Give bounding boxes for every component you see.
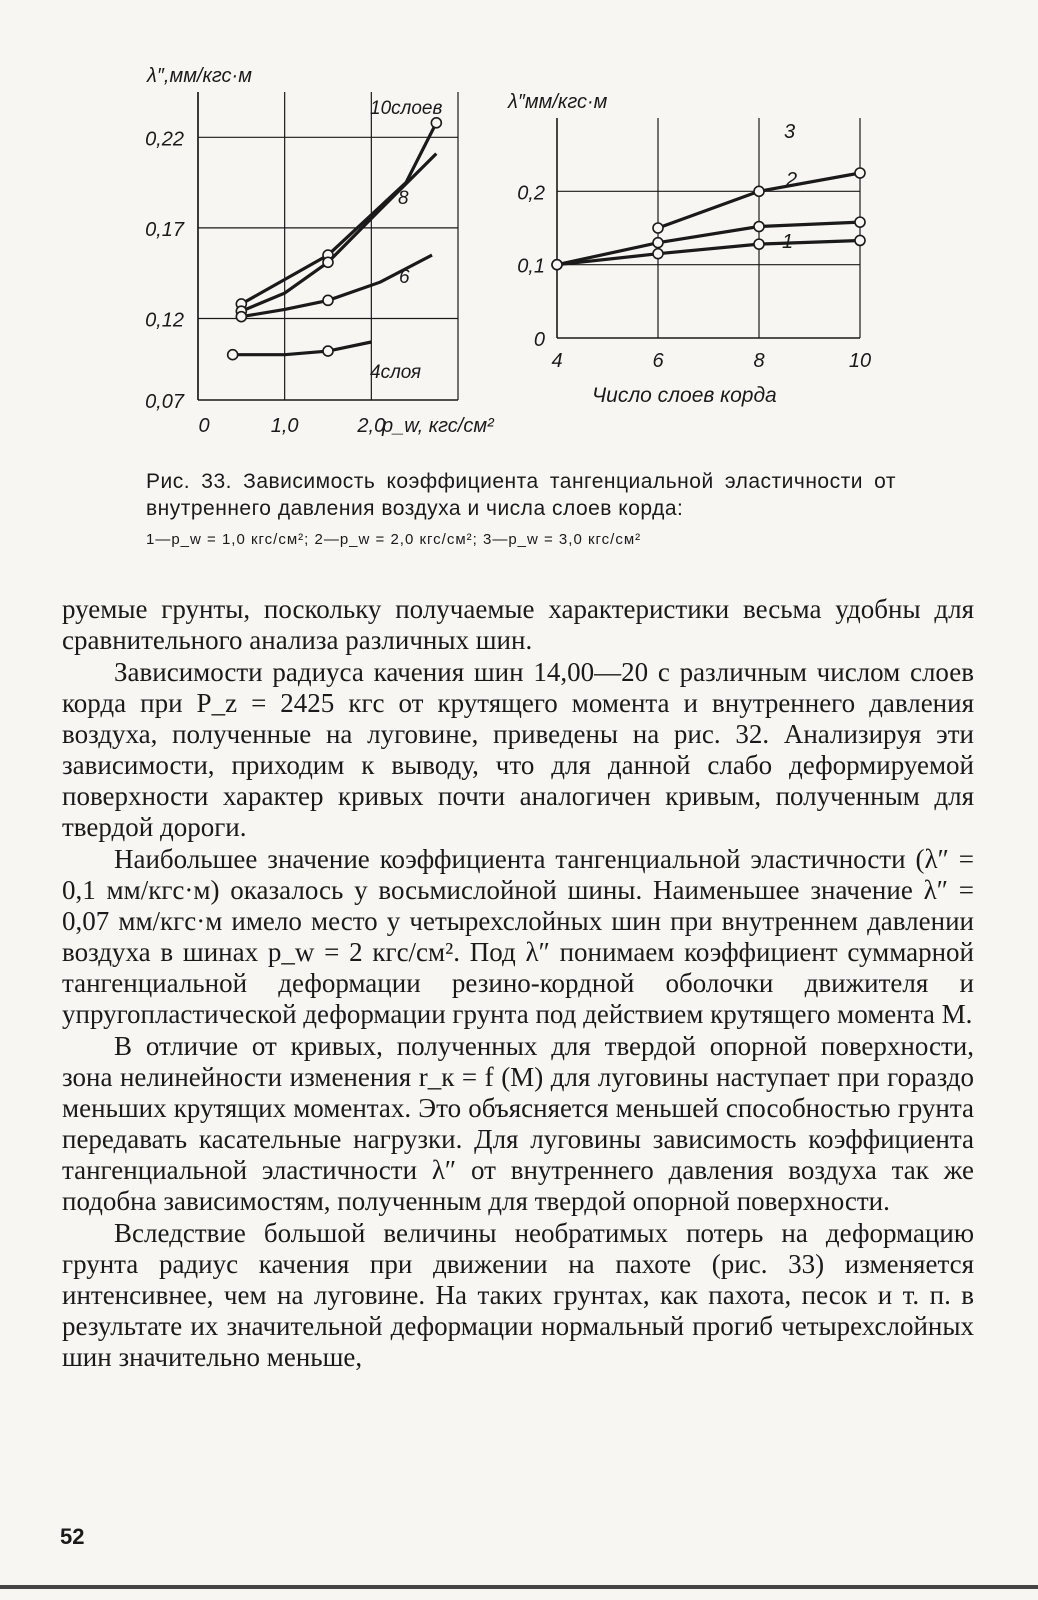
paragraph: Вследствие большой величины необратимых потерь на деформацию грунта радиус качения при движении на пахоте (рис. 33) изменяется интенсивнее, чем на луговине. На таких грунтах, как пахота, песок и т. п. в результате их значительной деформации нормальный прогиб четырехслойных шин значительно меньше,	[62, 1218, 974, 1372]
x-tick-label: 8	[753, 350, 765, 372]
x-tick-label: 2,0	[357, 415, 386, 437]
caption-legend: 1—p_w = 1,0 кгс/см²; 2—p_w = 2,0 кгс/см²; 3—p_w = 3,0 кгс/см²	[146, 531, 642, 548]
series-label: 4слоя	[370, 362, 422, 383]
y-tick-label: 0,2	[517, 182, 545, 205]
x-tick-label: 4	[551, 350, 563, 372]
data-point	[855, 235, 865, 245]
data-point	[754, 239, 764, 249]
page-number: 52	[60, 1524, 85, 1549]
figure-caption	[146, 468, 896, 553]
data-point	[754, 186, 764, 196]
series-line	[233, 342, 372, 355]
chart-lambda-vs-pressure	[145, 65, 495, 437]
series-label: 10слоев	[370, 98, 443, 119]
paragraph: Наибольшее значение коэффициента тангенциальной эластичности (λ″ = 0,1 мм/кгс·м) оказалось у восьмислойной шины. Наименьшее значение λ″ = 0,07 мм/кгс·м имело место у четырехслойных шин при внутреннем давлении воздуха в шинах p_w = 2 кгс/см². Под λ″ понимаем коэффициент суммарной тангенциальной деформации резино-кордной оболочки движителя и упругопластической деформации грунта под действием крутящего момента M.	[62, 844, 974, 1029]
bottom-rule	[0, 1585, 1038, 1589]
series-label: 2	[786, 169, 798, 191]
data-point	[323, 346, 333, 356]
body-text	[62, 594, 974, 1373]
series-line	[557, 241, 860, 265]
y-tick-label: 0,1	[517, 255, 545, 278]
series-label: 8	[398, 188, 409, 209]
series-label: 3	[784, 121, 796, 143]
data-point	[653, 223, 663, 233]
y-tick-label: 0,17	[145, 218, 184, 241]
x-tick-label: 0	[198, 415, 210, 437]
data-point	[236, 312, 246, 322]
paragraph: Зависимости радиуса качения шин 14,00—20 с различным числом слоев корда при P_z = 2425 кгс от крутящего момента и внутреннего давления воздуха, полученные на луговине, приведены на рис. 32. Анализируя эти зависимости, приходим к выводу, что для данной слабо деформируемой поверхности характер кривых почти аналогичен кривым, полученным для твердой дороги.	[62, 657, 974, 842]
data-point	[552, 260, 562, 270]
series-label: 1	[782, 231, 794, 253]
y-tick-label: 0,07	[145, 391, 184, 413]
y-tick-label: 0,12	[145, 309, 184, 332]
data-point	[754, 222, 764, 232]
data-point	[323, 257, 333, 267]
x-tick-label: 1,0	[270, 415, 299, 437]
data-point	[653, 238, 663, 248]
y-axis-label: λ″мм/кгс·м	[508, 91, 608, 113]
y-tick-label: 0	[533, 329, 545, 351]
paragraph: В отличие от кривых, полученных для твердой опорной поверхности, зона нелинейности изменения r_к = f (M) для луговины наступает при гораздо меньших крутящих моментах. Это объясняется меньшей способностью грунта передавать касательные нагрузки. Для луговины зависимость коэффициента тангенциальной эластичности λ″ от внутреннего давления воздуха так же подобна зависимостям, полученным для твердой опорной поверхности.	[62, 1031, 974, 1216]
caption-text: Рис. 33. Зависимость коэффициента тангенциальной эластичности от внутреннего давления воздуха и числа слоев корда:	[146, 470, 896, 520]
x-tick-label: 10	[848, 350, 872, 372]
y-tick-label: 0,22	[145, 128, 184, 151]
data-point	[228, 350, 238, 360]
data-point	[855, 168, 865, 178]
chart-lambda-vs-ply-count	[507, 91, 871, 407]
x-tick-label: 6	[652, 350, 664, 372]
x-axis-label: p_w, кгс/см²	[382, 415, 494, 437]
series-label: 6	[399, 267, 410, 288]
data-point	[431, 118, 441, 128]
figure-33	[0, 0, 1038, 470]
x-axis-label: Число слоев корда	[592, 384, 777, 407]
y-axis-label: λ″,мм/кгс·м	[147, 65, 252, 87]
paragraph: руемые грунты, поскольку получаемые характеристики весьма удобны для сравнительного анализа различных шин.	[62, 594, 974, 655]
data-point	[653, 249, 663, 259]
data-point	[323, 295, 333, 305]
data-point	[855, 217, 865, 227]
